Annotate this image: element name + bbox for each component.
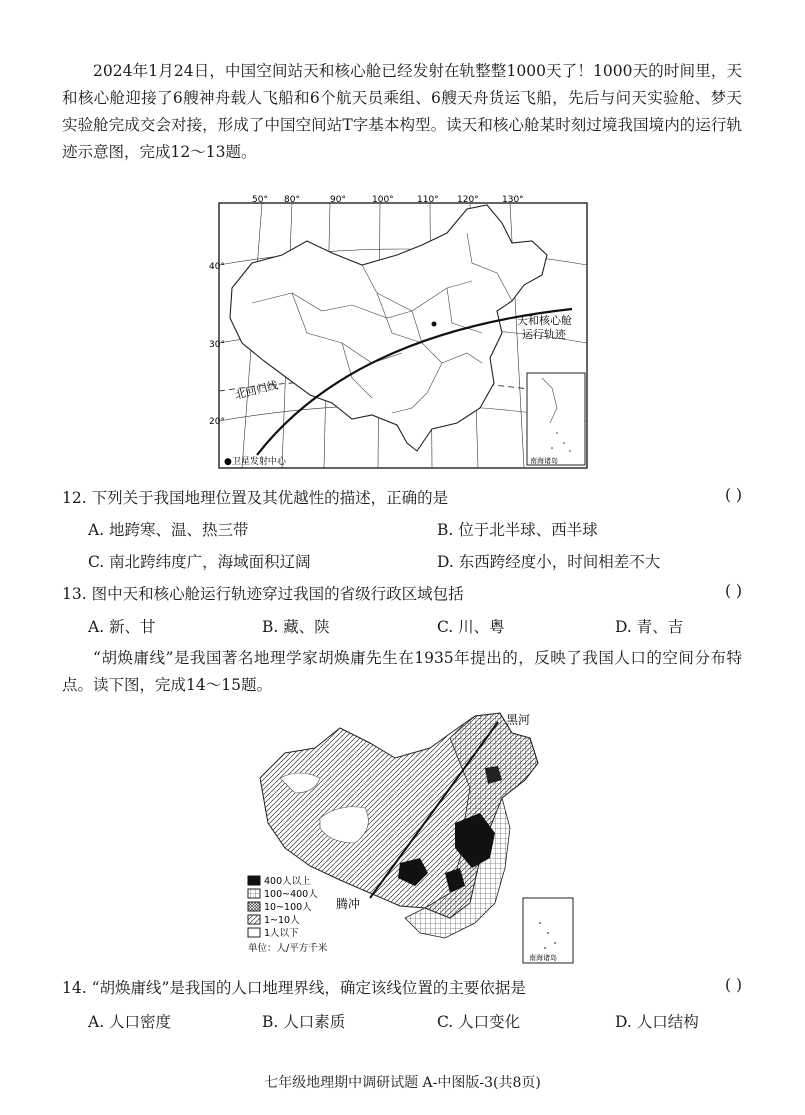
question-12 [62,486,742,508]
legend-item: 10~100人 [264,902,312,913]
orbit-label-2: 运行轨迹 [522,328,566,341]
question-13-stem: 13. 图中天和核心舱运行轨迹穿过我国的省级行政区域包括 [62,585,464,603]
page-footer: 七年级地理期中调研试题 A-中图版-3(共8页) [264,1075,541,1091]
answer-paren: ( ) [724,976,742,994]
orbit-label-1: 天和核心舱 [517,314,572,327]
intro-paragraph-2: “胡焕庸线”是我国著名地理学家胡焕庸先生在1935年提出的，反映了我国人口的空间分布特点。读下图，完成14～15题。 [62,649,742,694]
tengchong-label: 腾冲 [336,897,361,911]
lon-label: 110° [417,195,439,205]
answer-paren: ( ) [724,582,742,600]
lon-label: 50° [252,195,268,205]
legend-item: 1人以下 [264,928,299,939]
inset-label: 南海诸岛 [530,457,558,465]
lon-label: 100° [372,195,394,205]
orbit-map [209,193,597,473]
answer-paren: ( ) [724,486,742,504]
heihe-label: 黑河 [506,713,531,727]
q13-option-a: A. 新、甘 [88,618,156,636]
legend-item: 1~10人 [264,915,300,926]
lat-label: 40° [209,262,225,272]
q14-option-a: A. 人口密度 [88,1013,172,1031]
q13-option-b: B. 藏、陕 [262,618,330,636]
q12-option-d: D. 东西跨经度小，时间相差不大 [437,553,661,571]
legend-launch-center: ●卫星发射中心 [224,457,286,467]
legend-unit: 单位：人/平方千米 [248,943,328,954]
inset-label: 南海诸岛 [529,954,557,962]
q14-option-b: B. 人口素质 [262,1013,346,1031]
lon-label: 120° [457,195,479,205]
question-14-stem: 14. “胡焕庸线”是我国的人口地理界线，确定该线位置的主要依据是 [62,979,526,997]
tropic-label: 北回归线 [233,378,280,402]
question-12-stem: 12. 下列关于我国地理位置及其优越性的描述，正确的是 [62,489,449,507]
density-legend [248,875,328,954]
question-14 [62,976,742,998]
question-13 [62,582,742,604]
population-map [240,708,580,970]
legend-item: 400人以上 [264,876,311,887]
q14-option-d: D. 人口结构 [615,1013,699,1031]
q12-option-a: A. 地跨寒、温、热三带 [88,521,249,539]
lon-label: 130° [502,195,524,205]
lat-label: 30° [209,340,225,350]
q13-option-d: D. 青、吉 [615,618,684,636]
q12-option-c: C. 南北跨纬度广，海域面积辽阔 [88,553,311,571]
q14-option-c: C. 人口变化 [437,1013,521,1031]
intro-paragraph-1: 2024年1月24日，中国空间站天和核心舱已经发射在轨整整1000天了！1000天的时间里，天和核心舱迎接了6艘神舟载人飞船和6个航天员乘组、6艘天舟货运飞船，先后与问天实验舱、梦天实验舱完成交会对接，形成了中国空间站T字基本构型。读天和核心舱某时刻过境我国境内的运行轨迹示意图，完成12～13题。 [62,62,742,161]
q13-option-c: C. 川、粤 [437,618,505,636]
lon-label: 80° [284,195,300,205]
q12-option-b: B. 位于北半球、西半球 [437,521,598,539]
legend-item: 100~400人 [264,889,318,900]
lat-label: 20° [209,417,225,427]
lon-label: 90° [330,195,346,205]
